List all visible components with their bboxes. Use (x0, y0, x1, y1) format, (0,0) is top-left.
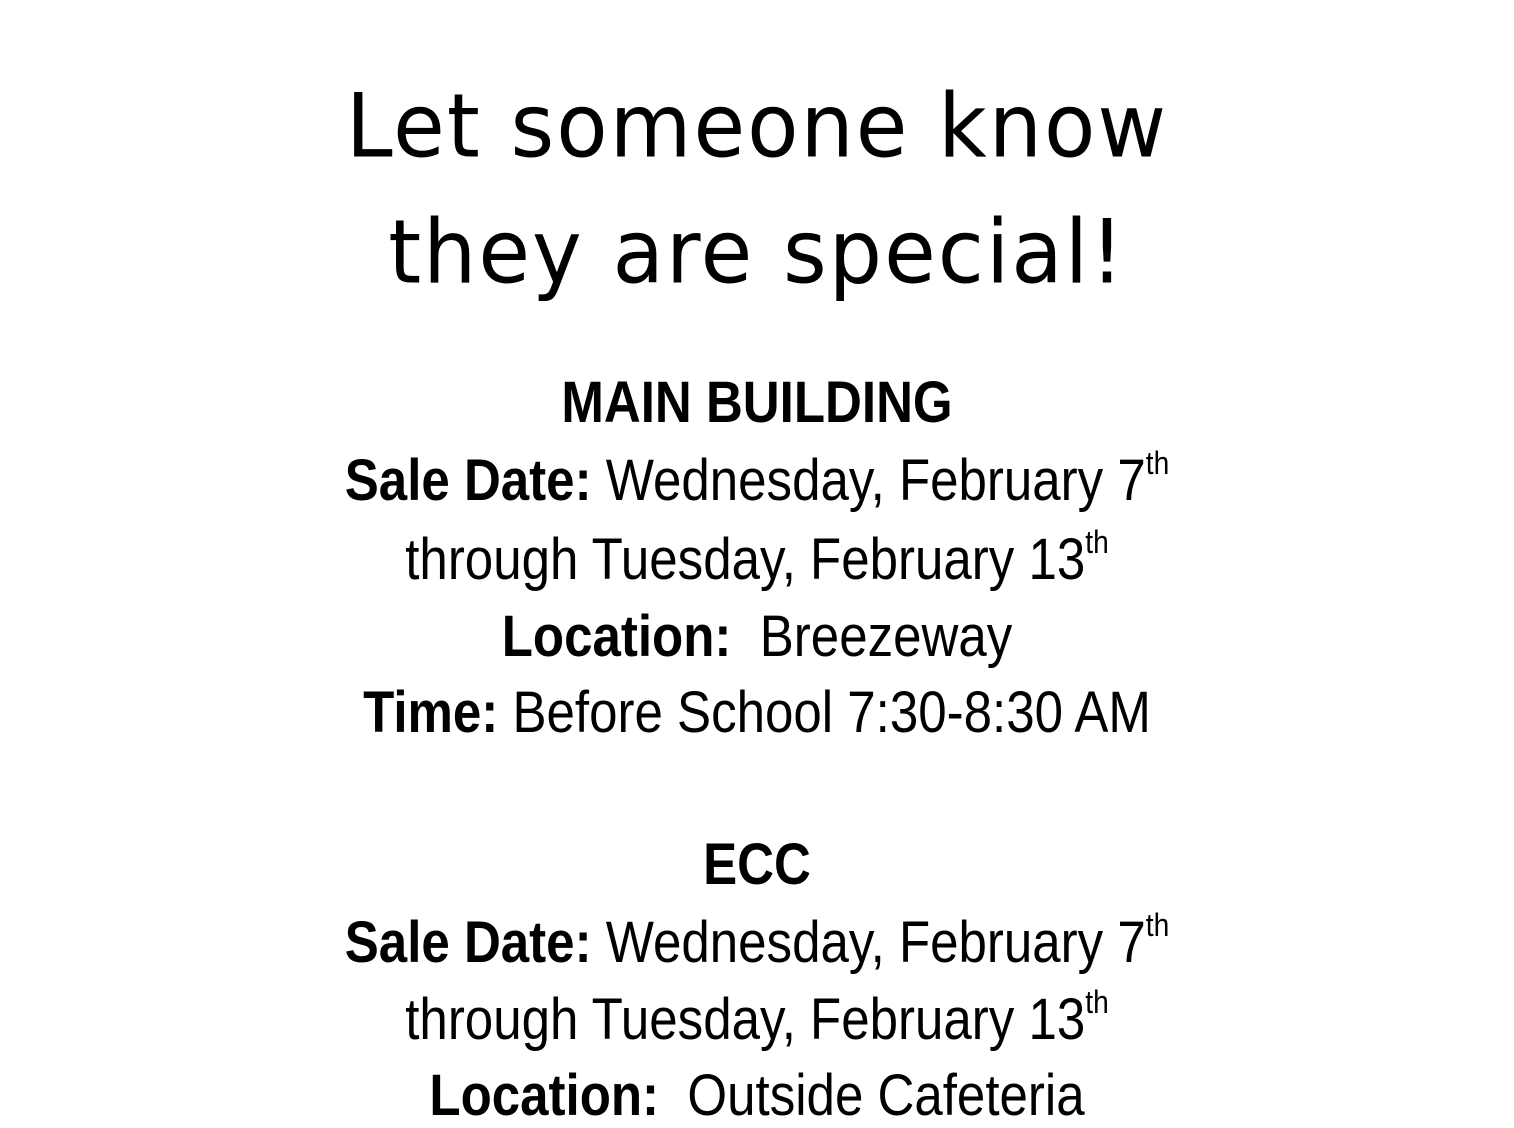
sale-date-line (91, 445, 1423, 513)
location-label: Location: (429, 1063, 660, 1128)
sale-date-end: through Tuesday, February 13 (405, 987, 1086, 1052)
headline-line-1: Let someone know (345, 74, 1169, 178)
sale-date-end-line (91, 524, 1423, 592)
sale-date-end: through Tuesday, February 13 (405, 527, 1086, 592)
time-line (91, 680, 1423, 745)
sale-date-end-line (91, 984, 1423, 1052)
ordinal-suffix: th (1085, 524, 1109, 560)
sale-date-start: Wednesday, February 7 (605, 910, 1146, 975)
headline-line-2: they are special! (388, 200, 1126, 304)
location-label: Location: (501, 604, 732, 669)
ordinal-suffix: th (1145, 907, 1170, 943)
section-heading-main-building: MAIN BUILDING (561, 370, 953, 435)
location-line (91, 1063, 1423, 1128)
time-label: Time: (363, 680, 499, 745)
sale-date-start: Wednesday, February 7 (605, 448, 1146, 513)
sale-date-label: Sale Date: (344, 448, 592, 513)
location-line (91, 604, 1423, 669)
location-value: Breezeway (759, 604, 1013, 669)
ordinal-suffix: th (1085, 984, 1109, 1020)
location-value: Outside Cafeteria (687, 1063, 1085, 1128)
section-heading-ecc: ECC (703, 832, 811, 897)
ordinal-suffix: th (1145, 445, 1170, 481)
sale-date-line (91, 907, 1423, 975)
sale-date-label: Sale Date: (344, 910, 592, 975)
time-value: Before School 7:30-8:30 AM (512, 680, 1151, 745)
